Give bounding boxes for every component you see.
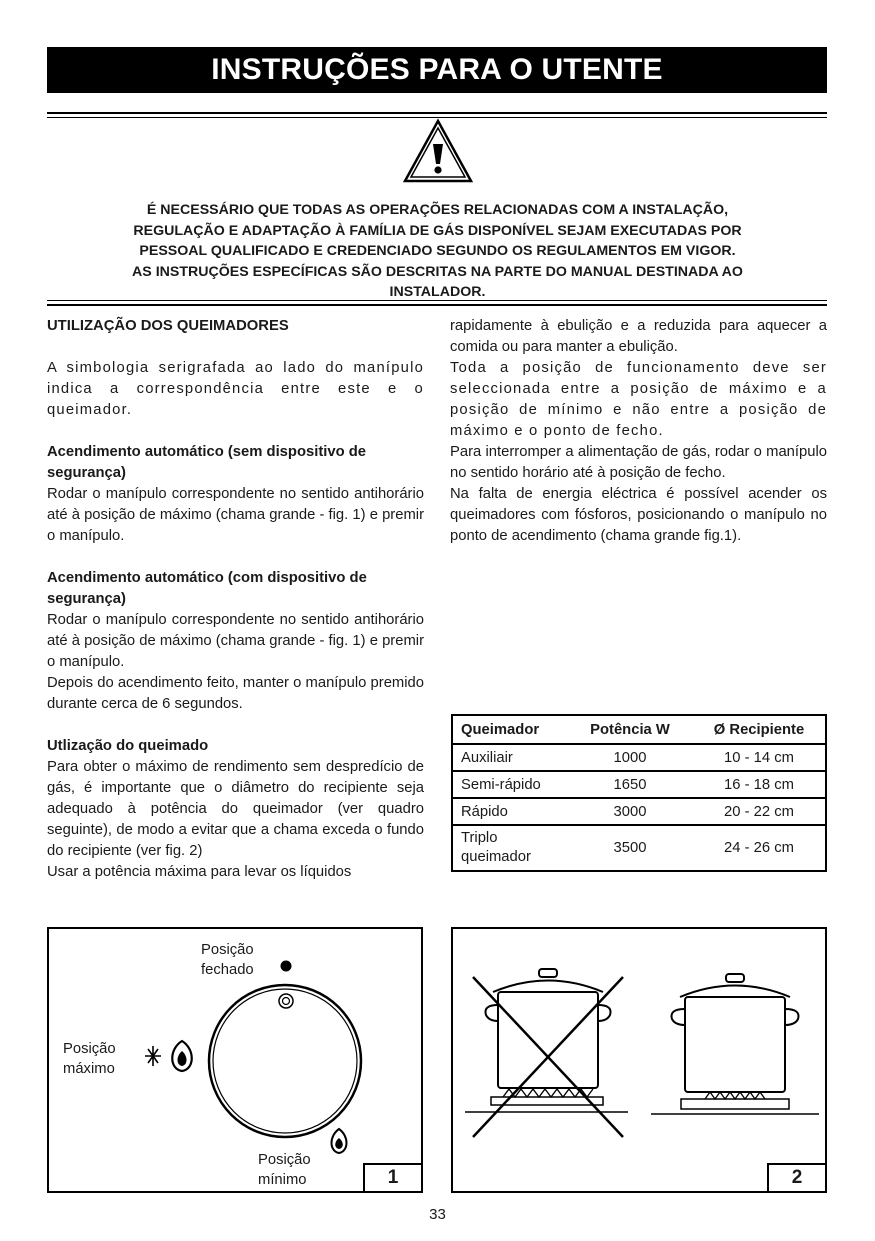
paragraph: Depois do acendimento feito, manter o manípulo premido durante cerca de 6 segundos.: [47, 675, 424, 712]
paragraph: Rodar o manípulo correspondente no sentido antihorário até à posição de máximo (chama grande - fig. 1) e premir o manípulo.: [47, 612, 424, 670]
small-flame-icon: [332, 1129, 347, 1153]
knob-diagram: [49, 929, 421, 1191]
right-column: [450, 316, 827, 547]
pot-wrong-icon: [465, 969, 628, 1137]
table-row: [452, 798, 826, 825]
paragraph: Rodar o manípulo correspondente no sentido antihorário até à posição de máximo (chama grande - fig. 1) e premir o manípulo.: [47, 486, 424, 544]
warning-line: REGULAÇÃO E ADAPTAÇÃO À FAMÍLIA DE GÁS DISPONÍVEL SEJAM EXECUTADAS POR: [133, 222, 742, 239]
figure-number: 2: [767, 1163, 827, 1193]
warning-line: AS INSTRUÇÕES ESPECÍFICAS SÃO DESCRITAS NA PARTE DO MANUAL DESTINADA AO: [132, 263, 743, 280]
table-cell: 3500: [567, 825, 693, 871]
divider: [47, 300, 827, 301]
warning-line: PESSOAL QUALIFICADO E CREDENCIADO SEGUNDO OS REGULAMENTOS EM VIGOR.: [139, 243, 736, 259]
figure-number: 1: [363, 1163, 423, 1193]
safety-warning: [60, 200, 815, 303]
page-title: INSTRUÇÕES PARA O UTENTE: [47, 47, 827, 93]
label-line: mínimo: [258, 1172, 307, 1188]
label-line: fechado: [201, 962, 254, 978]
paragraph: rapidamente à ebulição e a reduzida para aquecer a comida ou para manter a ebulição.: [450, 318, 827, 355]
column-header: Potência W: [567, 715, 693, 744]
label-line: Posição: [63, 1041, 116, 1057]
spark-icon: [145, 1046, 161, 1066]
label-line: Posição: [258, 1152, 311, 1168]
table-header-row: [452, 715, 826, 744]
figure-1-knob: [47, 927, 423, 1193]
table-cell: 1000: [567, 744, 693, 771]
table-cell: Triplo queimador: [452, 825, 567, 871]
subheading: Utlização do queimado: [47, 738, 209, 754]
table-cell: 1650: [567, 771, 693, 798]
figure-2-pots: [451, 927, 827, 1193]
divider: [47, 112, 827, 114]
table-cell: Rápido: [452, 798, 567, 825]
burner-table: [451, 714, 827, 872]
page-number: 33: [429, 1206, 446, 1223]
table-cell: 3000: [567, 798, 693, 825]
pot-diagram: [453, 929, 825, 1191]
table-row: [452, 744, 826, 771]
paragraph: Para obter o máximo de rendimento sem despredício de gás, é importante que o diâmetro do recipiente seja adequado à potência do queimador (ver quadro seguinte), de modo a evitar que a chama exceda o fundo do recipiente (ver fig. 2): [47, 759, 424, 859]
divider: [47, 304, 827, 306]
paragraph: Usar a potência máxima para levar os líquidos: [47, 864, 352, 880]
table-cell: Semi-rápido: [452, 771, 567, 798]
large-flame-icon: [172, 1041, 192, 1071]
left-column: [47, 316, 424, 883]
warning-triangle-icon: [402, 118, 474, 186]
subheading: Acendimento automático (com dispositivo de segurança): [47, 570, 367, 607]
pot-correct-icon: [651, 974, 819, 1114]
label-line: Posição: [201, 942, 254, 958]
label-line: máximo: [63, 1061, 115, 1077]
intro-paragraph: A simbologia serigrafada ao lado do manípulo indica a correspondência entre este e o queimador.: [47, 360, 424, 418]
knob-marker-icon: [279, 994, 293, 1008]
table-cell: 20 - 22 cm: [693, 798, 826, 825]
paragraph: Na falta de energia eléctrica é possível acender os queimadores com fósforos, posicionando o manípulo no ponto de acendimento (chama grande fig.1).: [450, 486, 827, 544]
paragraph: Toda a posição de funcionamento deve ser seleccionada entre a posição de máximo e a posição de mínimo e não entre a posição de máximo e o ponto de fecho.: [450, 360, 827, 439]
column-header: Queimador: [452, 715, 567, 744]
table-cell: 24 - 26 cm: [693, 825, 826, 871]
column-header: Ø Recipiente: [693, 715, 826, 744]
subheading: Acendimento automático (sem dispositivo de segurança): [47, 444, 367, 481]
paragraph: Para interromper a alimentação de gás, rodar o manípulo no sentido horário até à posição de fecho.: [450, 444, 827, 481]
warning-line: INSTALADOR.: [389, 284, 486, 300]
table-row: [452, 771, 826, 798]
table-cell: Auxiliair: [452, 744, 567, 771]
table-cell: 16 - 18 cm: [693, 771, 826, 798]
table-row: [452, 825, 826, 871]
table-cell: 10 - 14 cm: [693, 744, 826, 771]
warning-line: É NECESSÁRIO QUE TODAS AS OPERAÇÕES RELACIONADAS COM A INSTALAÇÃO,: [146, 202, 729, 218]
section-title: UTILIZAÇÃO DOS QUEIMADORES: [47, 318, 289, 334]
closed-dot-icon: [281, 961, 292, 972]
